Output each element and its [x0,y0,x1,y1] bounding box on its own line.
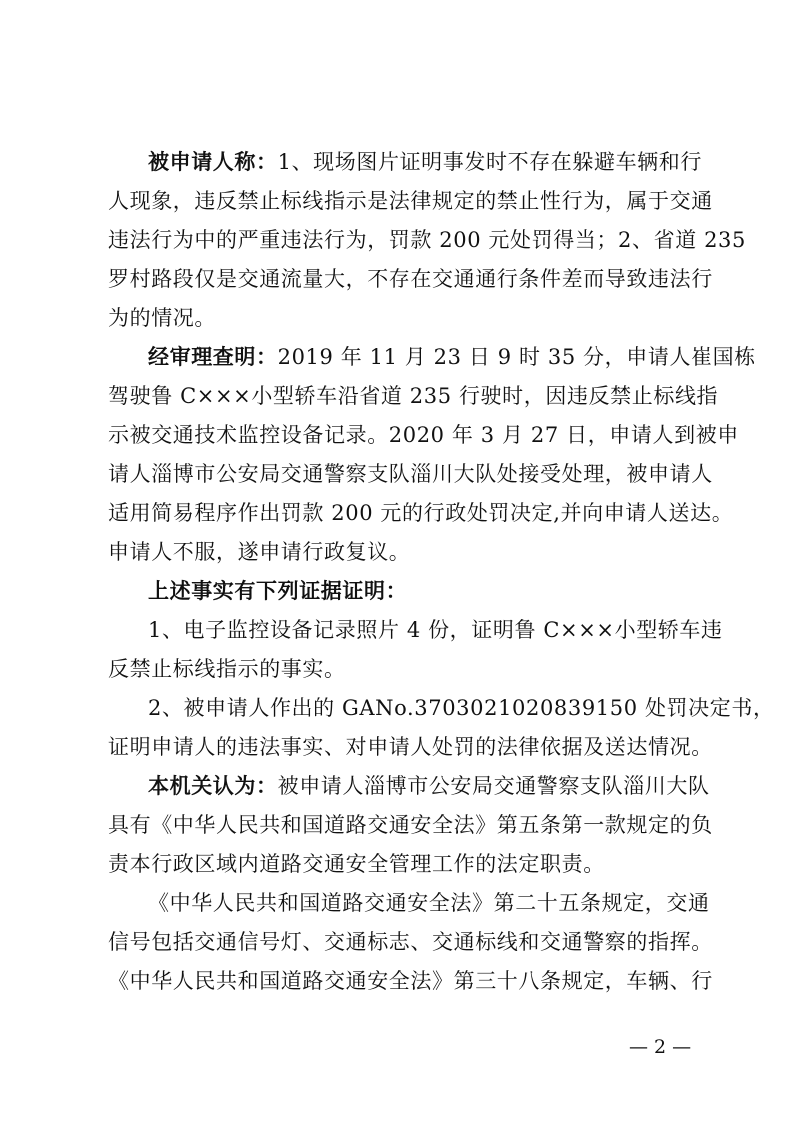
respondent-text: 1、现场图片证明事发时不存在躲避车辆和行 [277,150,702,174]
respondent-label: 被申请人称： [148,149,278,174]
evidence-item-2-line-2: 证明申请人的违法事实、对申请人处罚的法律依据及送达情况。 [108,735,713,759]
evidence-item-1-line-1: 1、电子监控设备记录照片 4 份，证明鲁 C×××小型轿车违 [148,618,723,642]
paragraph-respondent-line-1 [148,150,702,174]
paragraph-respondent-line-4: 罗村路段仅是交通流量大，不存在交通通行条件差而导致违法行 [108,267,713,291]
paragraph-findings-line-6: 申请人不服，遂申请行政复议。 [108,540,411,564]
findings-text: 2019 年 11 月 23 日 9 时 35 分，申请人崔国栋 [277,345,756,369]
paragraph-respondent-line-5: 为的情况。 [108,306,216,330]
opinion-line-2: 具有《中华人民共和国道路交通安全法》第五条第一款规定的负 [108,813,713,837]
paragraph-findings-line-5: 适用简易程序作出罚款 200 元的行政处罚决定,并向申请人送达。 [108,501,734,525]
evidence-item-1-line-2: 反禁止标线指示的事实。 [108,657,346,681]
law-quote-line-2: 信号包括交通信号灯、交通标志、交通标线和交通警察的指挥。 [108,930,713,954]
law-quote-line-3: 《中华人民共和国道路交通安全法》第三十八条规定，车辆、行 [108,969,713,993]
opinion-text: 被申请人淄博市公安局交通警察支队淄川大队 [277,774,710,798]
findings-label: 经审理查明： [148,344,278,369]
paragraph-findings-line-1 [148,345,756,369]
law-quote-line-1: 《中华人民共和国道路交通安全法》第二十五条规定，交通 [148,891,710,915]
paragraph-respondent-line-2: 人现象，违反禁止标线指示是法律规定的禁止性行为，属于交通 [108,189,713,213]
paragraph-findings-line-3: 示被交通技术监控设备记录。2020 年 3 月 27 日，申请人到被申 [108,423,739,447]
paragraph-findings-line-4: 请人淄博市公安局交通警察支队淄川大队处接受处理，被申请人 [108,462,713,486]
paragraph-findings-line-2: 驾驶鲁 C×××小型轿车沿省道 235 行驶时，因违反禁止标线指 [108,384,719,408]
paragraph-respondent-line-3: 违法行为中的严重违法行为，罚款 200 元处罚得当；2、省道 235 [108,228,746,252]
evidence-heading: 上述事实有下列证据证明： [148,578,408,603]
opinion-line-1 [148,774,710,798]
opinion-line-3: 责本行政区域内道路交通安全管理工作的法定职责。 [108,852,605,876]
evidence-item-2-line-1: 2、被申请人作出的 GANo.3703021020839150 处罚决定书， [148,696,775,720]
page-number: — 2 — [629,1036,692,1058]
opinion-label: 本机关认为： [148,773,278,798]
